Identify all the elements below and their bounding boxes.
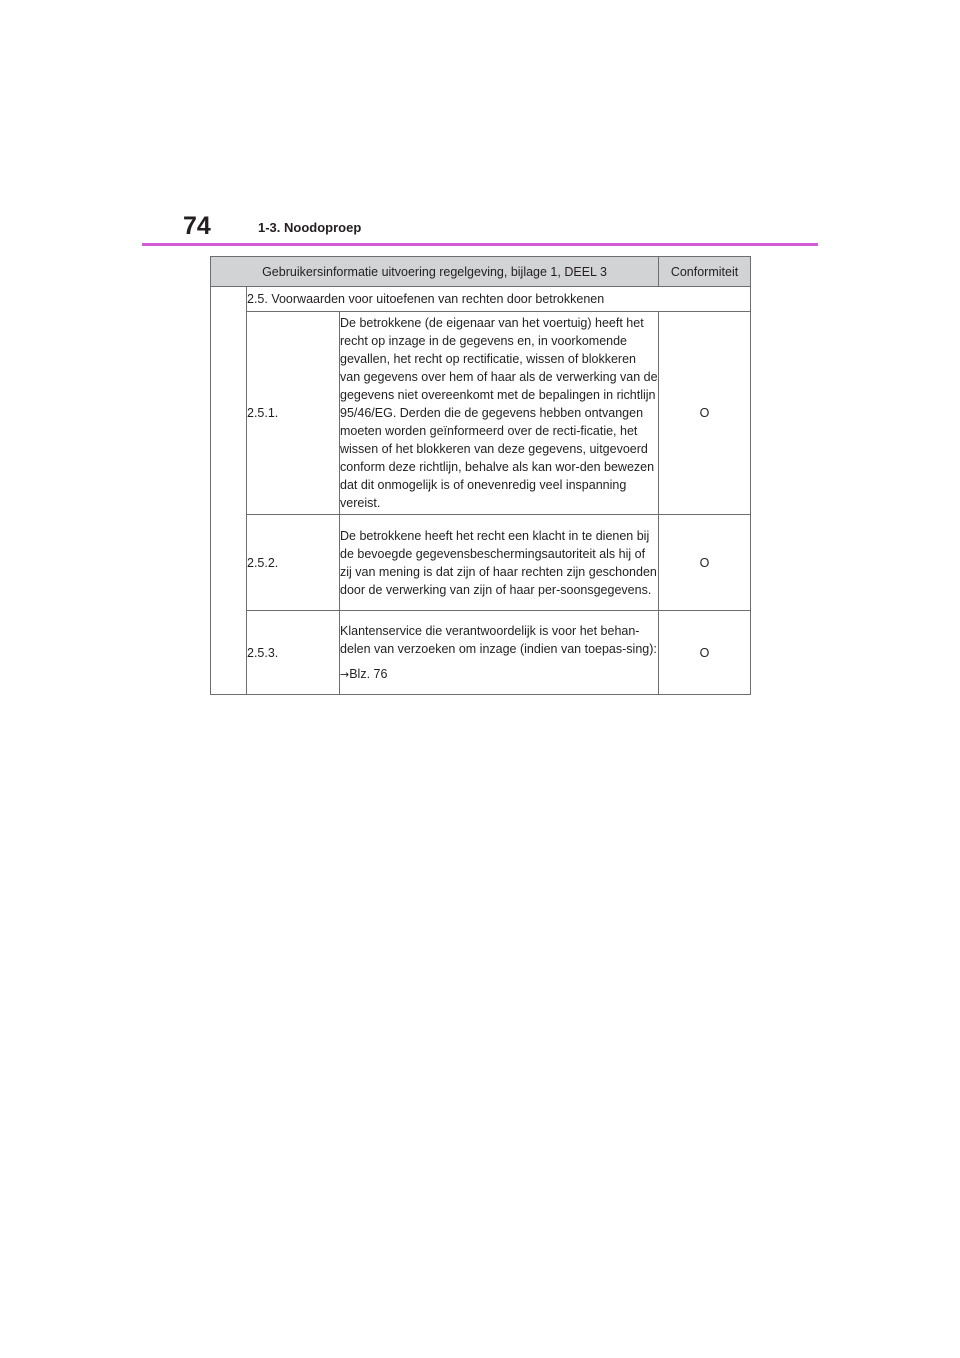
row-text <box>340 611 659 695</box>
row-conformity: O <box>659 312 751 515</box>
row-number: 2.5.3. <box>247 611 340 695</box>
table-row <box>211 515 751 611</box>
row-text <box>340 515 659 611</box>
row-text-paragraph: Klantenservice die verantwoordelijk is voor het behan-delen van verzoeken om inzage (indien van toepas-sing): <box>340 623 657 656</box>
page-reference-label: Blz. 76 <box>349 666 388 681</box>
row-conformity: O <box>659 611 751 695</box>
regulation-table <box>210 256 751 695</box>
section-row <box>211 287 751 312</box>
row-text-paragraph: De betrokkene (de eigenaar van het voertuig) heeft het recht op inzage in de gegevens en, in voorkomende gevallen, het recht op rectificatie, wissen of blokkeren van gegevens over hem of haar als de verwerking van de gegevens niet overeenkomt met de bepalingen in richtlijn 95/46/EG. Derden die de gegevens hebben ontvangen moeten worden geïnformeerd over de recti-ficatie, het wissen of het blokkeren van deze gegevens, uitgevoerd conform deze richtlijn, behalve als kan wor-den bewezen dat dit onmogelijk is of onevenredig veel inspanning vereist. <box>340 316 658 510</box>
table-row <box>211 312 751 515</box>
arrow-right-icon: → <box>340 667 350 681</box>
header-rule <box>142 243 818 246</box>
header-conformity: Conformiteit <box>659 257 751 287</box>
table-row <box>211 611 751 695</box>
row-conformity: O <box>659 515 751 611</box>
table-header-row <box>211 257 751 287</box>
row-number: 2.5.2. <box>247 515 340 611</box>
section-title: 1-3. Noodoproep <box>258 220 362 235</box>
indent-cell <box>211 287 247 695</box>
row-text <box>340 312 659 515</box>
row-number: 2.5.1. <box>247 312 340 515</box>
page-number: 74 <box>183 212 211 240</box>
section-heading: 2.5. Voorwaarden voor uitoefenen van rechten door betrokkenen <box>247 287 751 312</box>
page-reference <box>340 665 658 684</box>
row-text-paragraph: De betrokkene heeft het recht een klacht in te dienen bij de bevoegde gegevensbeschermingsautoriteit als hij of zij van mening is dat zijn of haar rechten zijn geschonden door de verwerking van zijn of haar per-soonsgegevens. <box>340 528 657 597</box>
header-user-info: Gebruikersinformatie uitvoering regelgeving, bijlage 1, DEEL 3 <box>211 257 659 287</box>
